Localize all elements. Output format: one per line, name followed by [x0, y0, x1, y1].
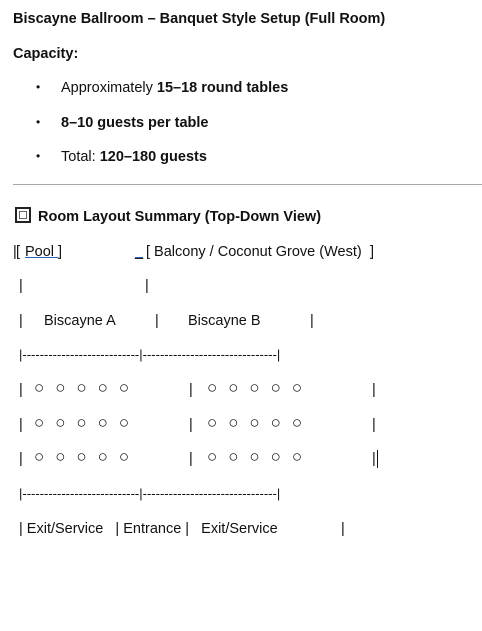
list-item-text: 8–10 guests per table	[61, 115, 209, 131]
pool-label: Pool ]	[25, 244, 63, 260]
layout-bracket: [	[16, 244, 21, 260]
round-tables-right: ○ ○ ○ ○ ○	[207, 447, 303, 466]
round-tables-left: ○ ○ ○ ○ ○	[34, 378, 130, 397]
layout-bar: |	[155, 313, 159, 329]
horizontal-rule	[13, 184, 482, 185]
layout-bar: |	[189, 382, 193, 398]
text-cursor[interactable]	[377, 450, 378, 468]
layout-bar: |	[310, 313, 314, 329]
layout-divider: |---------------------------|-------------------------------|	[19, 347, 281, 362]
bullet-icon: •	[36, 149, 41, 163]
list-item-text: Total: 120–180 guests	[61, 149, 207, 165]
round-tables-left: ○ ○ ○ ○ ○	[34, 413, 130, 432]
layout-bar: |	[189, 451, 193, 467]
bullet-icon: •	[36, 115, 41, 129]
layout-bar: |	[145, 278, 149, 294]
biscayne-b-label: Biscayne B	[188, 313, 261, 329]
page-title: Biscayne Ballroom – Banquet Style Setup (Full Room)	[13, 11, 386, 27]
layout-bar: |	[189, 417, 193, 433]
square-box-icon	[15, 207, 31, 223]
layout-bracket: ]	[370, 244, 375, 260]
layout-heading: Room Layout Summary (Top-Down View)	[38, 209, 322, 225]
layout-bar: |	[372, 417, 376, 433]
bullet-icon: •	[36, 80, 41, 94]
layout-bar: |	[341, 521, 345, 537]
round-tables-right: ○ ○ ○ ○ ○	[207, 413, 303, 432]
layout-bar: |	[19, 278, 23, 294]
capacity-label: Capacity:	[13, 46, 79, 62]
layout-bar: |	[19, 417, 23, 433]
round-tables-left: ○ ○ ○ ○ ○	[34, 447, 130, 466]
layout-bar: |	[372, 382, 376, 398]
layout-bar: |	[19, 451, 23, 467]
layout-bar: |	[19, 313, 23, 329]
layout-bar: |	[372, 451, 376, 467]
list-item-text: Approximately 15–18 round tables	[61, 80, 289, 96]
round-tables-right: ○ ○ ○ ○ ○	[207, 378, 303, 397]
biscayne-a-label: Biscayne A	[44, 313, 116, 329]
layout-underscore: _	[135, 244, 144, 260]
layout-divider: |---------------------------|-------------------------------|	[19, 486, 281, 501]
exits-label: | Exit/Service | Entrance | Exit/Service	[19, 521, 278, 537]
layout-bar: |	[13, 244, 17, 260]
layout-bar: |	[19, 382, 23, 398]
balcony-label: [ Balcony / Coconut Grove (West)	[146, 244, 362, 260]
